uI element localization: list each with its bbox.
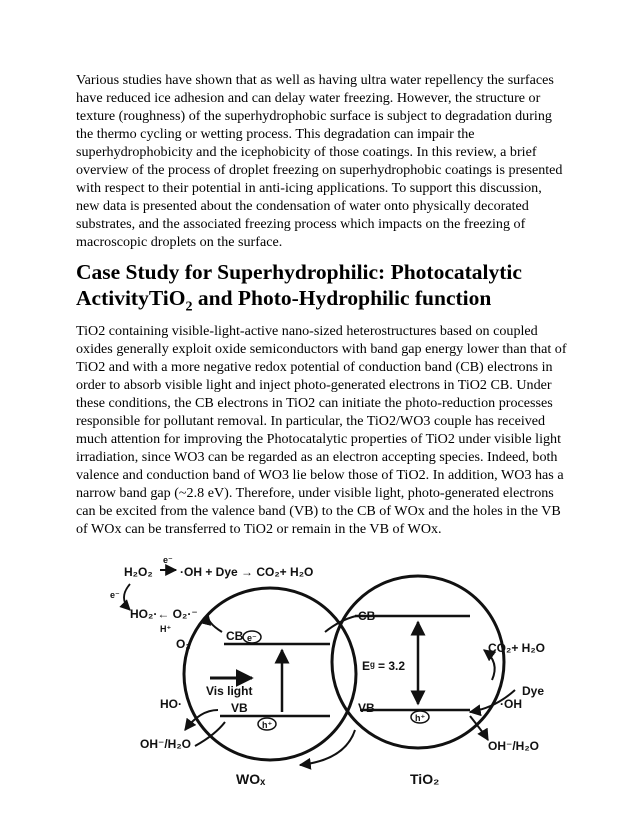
vb-right-label: VB [358,701,375,715]
co2-h2o-label: CO₂+ H₂O [488,641,546,655]
heading-part-1: Case Study for Superhydrophilic: Photocatalytic ActivityTiO [76,260,522,310]
o2-reduction-arrow [208,614,222,632]
oh-h2o-left-label: OH⁻/H₂O [140,737,191,751]
hole-transfer-arrow [300,730,355,765]
e-minus-side-label: e⁻ [110,590,120,600]
intro-paragraph: Various studies have shown that as well as having ultra water repellency the surfaces have reduced ice adhesion and can delay water freezing. However, the structure or texture (roughness) of the superhydrophobic surface is subject to degradation during the thermo cycling or wetting process. This degradation can impair the superhydrophobicity and the icephobicity of those coatings. In this review, a brief overview of the process of droplet freezing on superhydrophobic coatings is presented with respect to their potential in anti-icing applications. To support this discussion, new data is presented about the condensation of water onto physically decorated substrates, and the associated freezing process which impacts on the freezing of macroscopic droplets on the surface. [76,72,563,250]
vb-left-label: VB [231,701,248,715]
o2-label: O₂ [176,637,191,651]
wox-hole-symbol-label: h⁺ [262,720,273,730]
heading-subscript: 2 [185,299,193,315]
tio2-hole-symbol-label: h⁺ [415,713,426,723]
photocatalysis-diagram [0,550,638,826]
electron-symbol-label: e⁻ [247,633,257,643]
oh-h2o-right-label: OH⁻/H₂O [488,739,539,753]
heading-part-2: and Photo-Hydrophilic function [192,286,492,310]
vis-light-label: Vis light [206,684,253,698]
body-paragraph: TiO2 containing visible-light-active nano-sized heterostructures based on coupled oxides generally exploit oxide semiconductors with band gap energy lower than that of TiO2 and with a more negative redox potential of conduction band (CB) electrons in order to absorb visible light and inject photo-generated electrons in TiO2 CB. Under these conditions, the CB electrons in TiO2 can initiate the photo-reduction processes responsible for pollutant removal. In particular, the TiO2/WO3 couple has received much attention for improving the Photocatalytic properties of TiO2 under visible light irradiation, since WO3 can be regarded as an electron accepting species. Indeed, both valence and conduction band of WO3 lie below those of TiO2. In addition, WO3 has a narrow band gap (~2.8 eV). Therefore, under visible light, photo-generated electrons can be excited from the valence band (VB) to the CB of WOx and the holes in the VB of WOx can be transferred to TiO2 or remain in the VB of WOx. [76,323,567,537]
cb-right-label: CB [358,609,376,623]
ho2-o2-label: HO₂·← O₂·⁻ [130,607,198,621]
wox-circle [184,588,356,760]
cb-left-label: CB [226,629,244,643]
tio2-label: TiO₂ [410,771,440,787]
section-heading [76,259,568,315]
e-minus-top-label: e⁻ [163,555,173,565]
oh-radical-right-label: ·OH [500,697,522,711]
wox-label: WOₓ [236,771,266,787]
band-gap-label: Eᵍ = 3.2 [362,659,406,673]
dye-label: Dye [522,684,545,698]
oh-reaction-label: ·OH + Dye → CO₂+ H₂O [180,565,314,579]
h-plus-label: H⁺ [160,624,172,634]
h2o2-label: H₂O₂ [124,565,153,579]
ho-radical-label: HO· [160,697,182,711]
